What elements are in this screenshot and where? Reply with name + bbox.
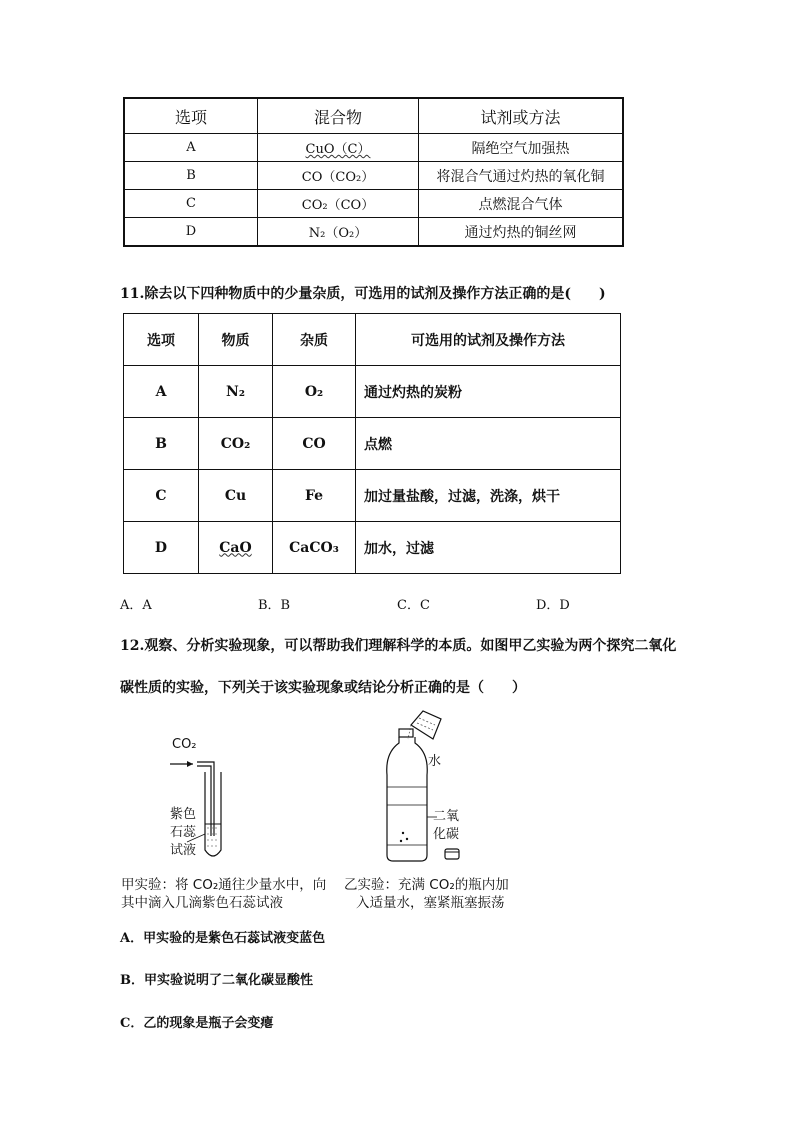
table-cell: 通过灼热的炭粉 bbox=[356, 366, 621, 418]
header-cell: 杂质 bbox=[273, 314, 356, 366]
bottle-figure bbox=[375, 705, 475, 865]
header-cell: 混合物 bbox=[258, 98, 419, 134]
table-row bbox=[124, 470, 621, 522]
caption-yi: 乙实验：充满 CO₂的瓶内加 bbox=[344, 877, 509, 893]
table-cell: C bbox=[124, 190, 258, 218]
caption-jia: 甲实验：将 CO₂通往少量水中，向 bbox=[121, 877, 327, 893]
water-label: 水 bbox=[428, 754, 442, 769]
table-cell: 隔绝空气加强热 bbox=[419, 134, 624, 162]
table-cell: CaCO₃ bbox=[273, 522, 356, 574]
litmus-label: 紫色 bbox=[170, 807, 197, 822]
option-c[interactable]: C．乙的现象是瓶子会变瘪 bbox=[120, 1016, 274, 1031]
table-cell: 加水，过滤 bbox=[356, 522, 621, 574]
table-cell: B bbox=[124, 162, 258, 190]
table-cell: N₂ bbox=[199, 366, 273, 418]
table-row bbox=[124, 190, 623, 218]
table-row bbox=[124, 162, 623, 190]
table-cell bbox=[258, 134, 419, 162]
header-cell: 物质 bbox=[199, 314, 273, 366]
header-cell: 试剂或方法 bbox=[419, 98, 624, 134]
table-cell: D bbox=[124, 218, 258, 247]
wavy-underlined-text: CuO（C） bbox=[305, 142, 371, 157]
table-cell: CO₂ bbox=[199, 418, 273, 470]
wavy-underlined-text: CaO bbox=[219, 539, 252, 556]
table-cell: D bbox=[124, 522, 199, 574]
caption-jia: 其中滴入几滴紫色石蕊试液 bbox=[121, 895, 283, 911]
header-cell: 可选用的试剂及操作方法 bbox=[356, 314, 621, 366]
table-cell: CO₂（CO） bbox=[258, 190, 419, 218]
question-11-stem: 11.除去以下四种物质中的少量杂质，可选用的试剂及操作方法正确的是( ) bbox=[120, 286, 606, 302]
table-row bbox=[124, 366, 621, 418]
question-12-stem-line2: 碳性质的实验，下列关于该实验现象或结论分析正确的是（ ） bbox=[120, 680, 526, 696]
option-d[interactable]: D．D bbox=[536, 598, 570, 613]
litmus-label: 试液 bbox=[170, 843, 197, 858]
table-cell: 点燃混合气体 bbox=[419, 190, 624, 218]
option-a[interactable]: A．A bbox=[120, 598, 152, 613]
option-a[interactable]: A．甲实验的是紫色石蕊试液变蓝色 bbox=[120, 931, 326, 946]
table-row bbox=[124, 522, 621, 574]
table-cell: C bbox=[124, 470, 199, 522]
table-header-row bbox=[124, 314, 621, 366]
table-cell: 点燃 bbox=[356, 418, 621, 470]
table-row bbox=[124, 218, 623, 247]
table-cell: B bbox=[124, 418, 199, 470]
caption-yi: 入适量水，塞紧瓶塞振荡 bbox=[356, 895, 505, 911]
mixture-table bbox=[123, 97, 624, 247]
table-header-row bbox=[124, 98, 623, 134]
table-row bbox=[124, 134, 623, 162]
header-cell: 选项 bbox=[124, 98, 258, 134]
impurity-table bbox=[123, 313, 621, 574]
table-cell: CO（CO₂） bbox=[258, 162, 419, 190]
table-cell: 通过灼热的铜丝网 bbox=[419, 218, 624, 247]
option-b[interactable]: B．甲实验说明了二氧化碳显酸性 bbox=[120, 973, 313, 988]
option-c[interactable]: C．C bbox=[397, 598, 430, 613]
table-cell: 将混合气通过灼热的氧化铜 bbox=[419, 162, 624, 190]
table-cell: O₂ bbox=[273, 366, 356, 418]
table-cell: A bbox=[124, 134, 258, 162]
gas-label: 二氧 bbox=[433, 809, 460, 824]
table-cell: Fe bbox=[273, 470, 356, 522]
header-cell: 选项 bbox=[124, 314, 199, 366]
table-cell bbox=[199, 522, 273, 574]
table-cell: A bbox=[124, 366, 199, 418]
table-cell: 加过量盐酸，过滤，洗涤，烘干 bbox=[356, 470, 621, 522]
table-row bbox=[124, 418, 621, 470]
gas-label: 化碳 bbox=[433, 827, 460, 842]
table-cell: N₂（O₂） bbox=[258, 218, 419, 247]
table-cell: Cu bbox=[199, 470, 273, 522]
co2-label: CO₂ bbox=[172, 737, 197, 752]
question-12-stem-line1: 12.观察、分析实验现象，可以帮助我们理解科学的本质。如图甲乙实验为两个探究二氧化 bbox=[120, 638, 677, 654]
litmus-label: 石蕊 bbox=[170, 825, 197, 840]
table-cell: CO bbox=[273, 418, 356, 470]
option-b[interactable]: B．B bbox=[258, 598, 291, 613]
